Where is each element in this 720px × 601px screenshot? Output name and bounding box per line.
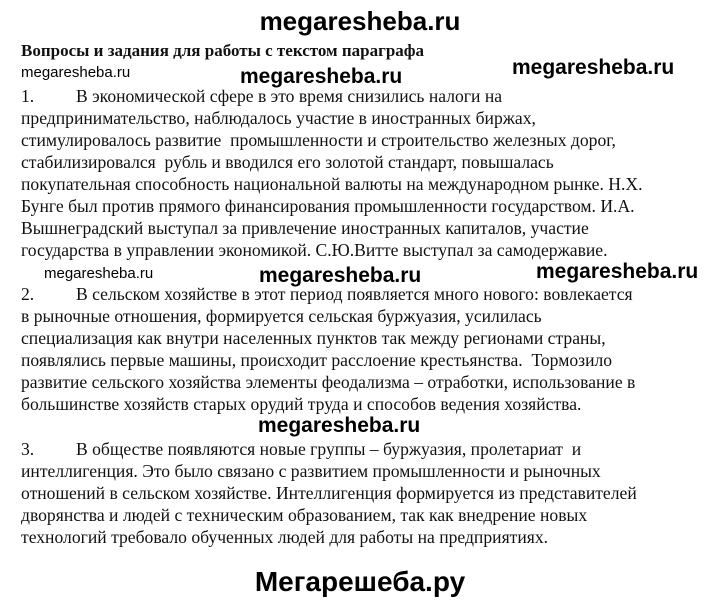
answer-2-line: появлялись первые машины, происходит расслоение крестьянства. Тормозило [21, 350, 613, 370]
answer-1-line: стимулировалось развитие промышленности и строительство железных дорог, [21, 130, 616, 150]
watermark: megaresheba.ru [21, 64, 131, 81]
answer-2-line [21, 284, 633, 305]
answer-2-line: большинстве хозяйств старых орудий труда и способов ведения хозяйства. [21, 394, 582, 414]
answer-number: 2. [21, 284, 35, 304]
answer-2-line: специализация как внутри населенных пунктов так между регионами страны, [21, 328, 606, 348]
answer-3-line: дворянства и людей с техническим образованием, так как внедрение новых [21, 505, 588, 525]
answer-1-line: стабилизировался рубль и вводился его золотой стандарт, повышалась [21, 152, 554, 172]
watermark: megaresheba.ru [44, 265, 154, 282]
answer-1-line: Бунге был против прямого финансирования промышленности государством. И.А. [21, 196, 635, 216]
watermark: megaresheba.ru [512, 56, 675, 79]
answer-text: В обществе появляются новые группы – буржуазия, пролетариат и [76, 439, 582, 459]
answer-text: В экономической сфере в это время снизились налоги на [76, 86, 503, 106]
watermark: megaresheba.ru [258, 414, 421, 437]
answer-number: 1. [21, 86, 35, 106]
answer-2-line: в рыночные отношения, формируется сельская буржуазия, усилилась [21, 306, 542, 326]
watermark-bottom: Мегарешеба.ру [254, 566, 466, 597]
answer-1-line [21, 86, 502, 107]
answer-1-line: Вышнеградский выступал за привлечение иностранных капиталов, участие [21, 218, 589, 238]
answer-1-line: предпринимательство, наблюдалось участие в иностранных биржах, [21, 108, 536, 128]
answer-1-line: государства в управлении экономикой. С.Ю.Витте выступал за самодержавие. [21, 240, 608, 260]
answer-number: 3. [21, 439, 35, 459]
answer-3-line: технологий требовало обученных людей для работы на предприятиях. [21, 527, 549, 547]
watermark-top: megaresheba.ru [259, 6, 461, 36]
answer-3-line [21, 439, 581, 460]
answer-2-line: развитие сельского хозяйства элементы феодализма – отработки, использование в [21, 372, 636, 392]
answer-text: В сельском хозяйстве в этот период появляется много нового: вовлекается [76, 284, 633, 304]
answer-1-line: покупательная способность национальной валюты на международном рынке. Н.Х. [21, 174, 643, 194]
section-heading: Вопросы и задания для работы с текстом параграфа [21, 41, 425, 60]
answer-3-line: интеллигенция. Это было связано с развитием промышленности и рыночных [21, 461, 601, 481]
watermark: megaresheba.ru [259, 264, 422, 287]
answer-3-line: отношений в сельском хозяйстве. Интеллигенция формируется из представителей [21, 483, 637, 503]
watermark: megaresheba.ru [536, 260, 699, 283]
watermark: megaresheba.ru [240, 65, 403, 88]
